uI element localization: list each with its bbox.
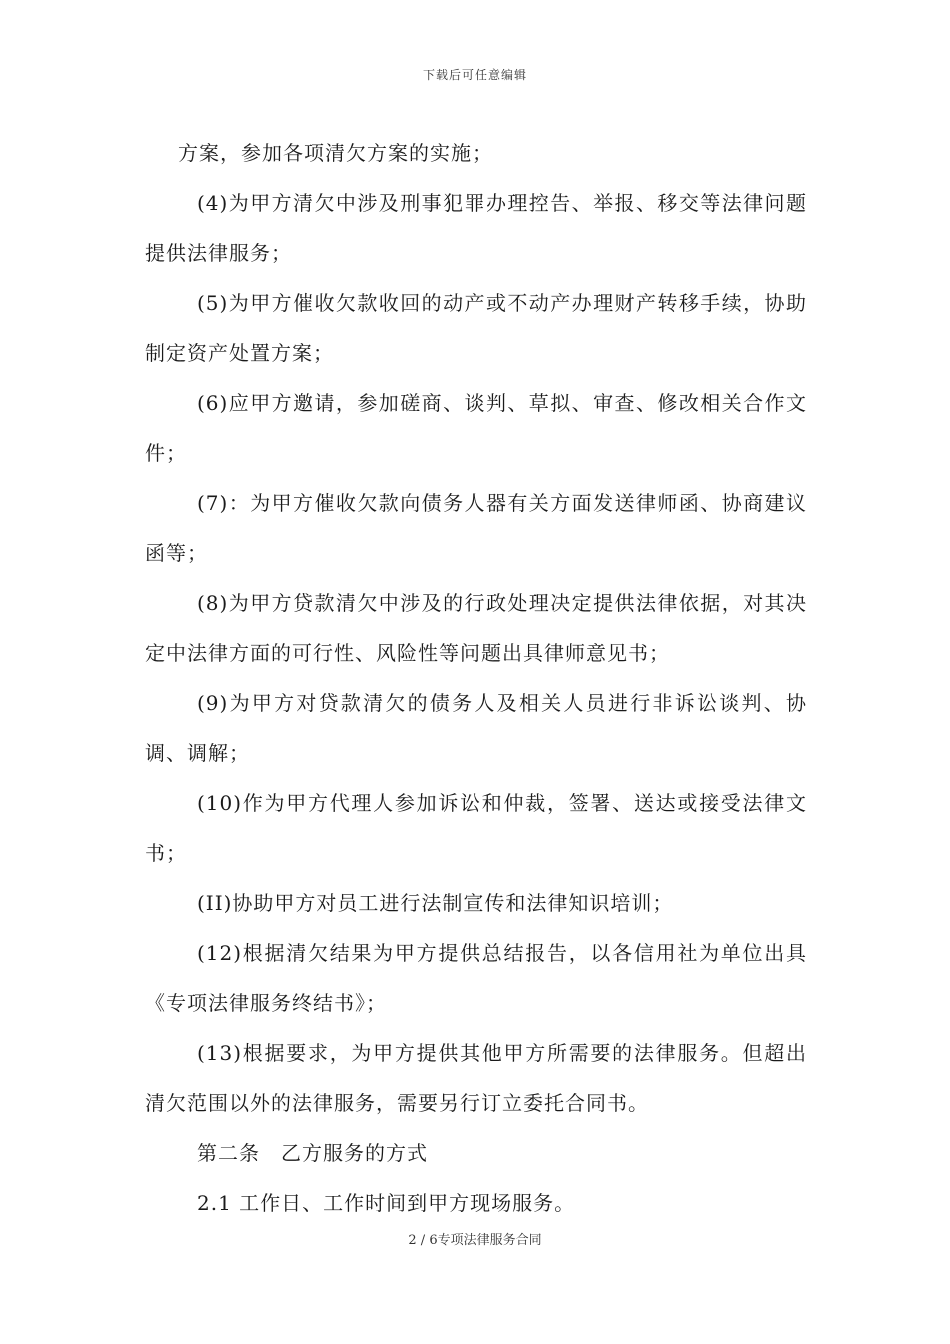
paragraph-clause-2-1: 2.1 工作日、工作时间到甲方现场服务。 [197, 1191, 576, 1215]
paragraph-item-12: (12)根据清欠结果为甲方提供总结报告，以各信用社为单位出具《专项法律服务终结书》； [145, 941, 807, 1015]
paragraph-item-4: (4)为甲方清欠中涉及刑事犯罪办理控告、举报、移交等法律问题提供法律服务； [145, 191, 807, 265]
paragraph-item-6: (6)应甲方邀请，参加磋商、谈判、草拟、审查、修改相关合作文件； [145, 391, 807, 465]
page-footer: 2 / 6专项法律服务合同 [408, 1233, 542, 1248]
paragraph-item-13: (13)根据要求，为甲方提供其他甲方所需要的法律服务。但超出清欠范围以外的法律服务，需要另行订立委托合同书。 [145, 1041, 807, 1115]
document-body [145, 128, 807, 1228]
paragraph-item-7: (7)：为甲方催收欠款向债务人器有关方面发送律师函、协商建议函等； [145, 491, 807, 565]
paragraph-item-11: (II)协助甲方对员工进行法制宣传和法律知识培训； [197, 891, 674, 915]
page-header: 下载后可任意编辑 [422, 68, 527, 82]
paragraph-item-5: (5)为甲方催收欠款收回的动产或不动产办理财产转移手续，协助制定资产处置方案； [145, 291, 807, 365]
paragraph-item-9: (9)为甲方对贷款清欠的债务人及相关人员进行非诉讼谈判、协调、调解； [145, 691, 807, 765]
article-heading: 第二条 乙方服务的方式 [197, 1141, 428, 1165]
paragraph-item-8: (8)为甲方贷款清欠中涉及的行政处理决定提供法律依据，对其决定中法律方面的可行性、风险性等问题出具律师意见书； [145, 591, 807, 665]
paragraph-item-10: (10)作为甲方代理人参加诉讼和仲裁，签署、送达或接受法律文书； [145, 791, 807, 865]
paragraph-continuation: 方案，参加各项清欠方案的实施； [178, 141, 493, 165]
